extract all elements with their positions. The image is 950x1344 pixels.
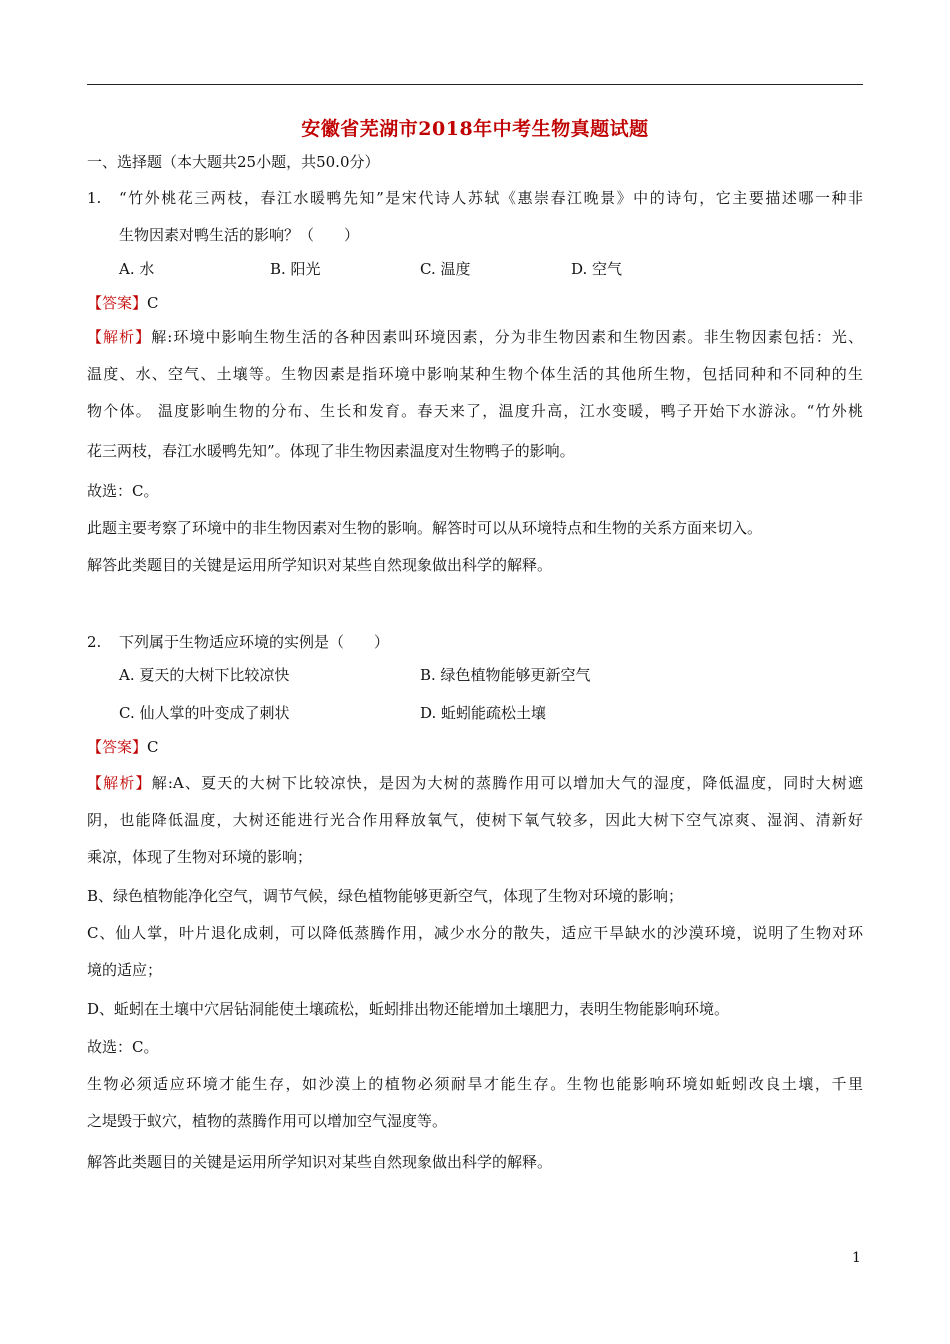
page-title: 安徽省芜湖市2018年中考生物真题试题 [301, 118, 649, 140]
question-2-analysis-line: D、蚯蚓在土壤中穴居钻洞能使土壤疏松，蚯蚓排出物还能增加土壤肥力，表明生物能影响环境。 [87, 1000, 730, 1018]
question-2-analysis-line: 乘凉，体现了生物对环境的影响； [87, 848, 313, 866]
answer-value: C [147, 738, 159, 756]
question-2-option-c: C. 仙人掌的叶变成了刺状 [119, 704, 290, 722]
question-1-analysis-line: 温度、水、空气、土壤等。生物因素是指环境中影响某种生物个体生活的其他所生物，包括同种和不同种的生 [87, 365, 863, 383]
question-2-note: 解答此类题目的关键是运用所学知识对某些自然现象做出科学的解释。 [87, 1153, 553, 1171]
question-2-conclusion: 故选：C。 [87, 1038, 159, 1056]
question-1-stem-line2: 生物因素对鸭生活的影响？（ ） [119, 226, 360, 244]
section-heading: 一、选择题（本大题共25小题，共50.0分） [87, 153, 380, 171]
question-2-note: 生物必须适应环境才能生存，如沙漠上的植物必须耐旱才能生存。生物也能影响环境如蚯蚓改良土壤，千里 [87, 1075, 863, 1093]
question-2-number: 2. [87, 633, 102, 651]
question-1-conclusion: 故选：C。 [87, 482, 159, 500]
question-1-answer [87, 293, 863, 313]
question-2-option-b: B. 绿色植物能够更新空气 [420, 666, 591, 684]
analysis-text: 解:A、夏天的大树下比较凉快，是因为大树的蒸腾作用可以增加大气的湿度，降低温度，同时大树遮 [151, 774, 863, 792]
question-1-note: 此题主要考察了环境中的非生物因素对生物的影响。解答时可以从环境特点和生物的关系方面来切入。 [87, 519, 763, 537]
page-number: 1 [852, 1250, 861, 1266]
question-1-option-c: C. 温度 [420, 260, 471, 278]
question-1-stem [87, 188, 863, 208]
question-1-analysis-line: 花三两枝，春江水暖鸭先知”。体现了非生物因素温度对生物鸭子的影响。 [87, 442, 575, 460]
question-1-option-a: A. 水 [119, 260, 155, 278]
question-1-option-d: D. 空气 [571, 260, 623, 278]
question-1-stem-line1: “竹外桃花三两枝，春江水暖鸭先知”是宋代诗人苏轼《惠崇春江晚景》中的诗句，它主要描述哪一种非 [119, 189, 863, 207]
question-1-analysis-line [87, 327, 863, 347]
question-1-number: 1. [87, 189, 102, 207]
question-1-option-b: B. 阳光 [270, 260, 321, 278]
answer-value: C [147, 294, 159, 312]
question-2-analysis-line [87, 773, 863, 793]
answer-label: 【答案】 [87, 294, 148, 312]
question-2-analysis-line: B、绿色植物能净化空气，调节气候，绿色植物能够更新空气，体现了生物对环境的影响； [87, 887, 684, 905]
question-2-option-a: A. 夏天的大树下比较凉快 [119, 666, 290, 684]
analysis-label: 【解析】 [87, 774, 152, 792]
question-1-note: 解答此类题目的关键是运用所学知识对某些自然现象做出科学的解释。 [87, 556, 553, 574]
analysis-text: 解:环境中影响生物生活的各种因素叫环境因素，分为非生物因素和生物因素。非生物因素包括：光、 [151, 328, 863, 346]
analysis-label: 【解析】 [87, 328, 152, 346]
question-2-note: 之堤毁于蚁穴，植物的蒸腾作用可以增加空气湿度等。 [87, 1112, 448, 1130]
answer-label: 【答案】 [87, 738, 148, 756]
question-1-analysis-line: 物个体。 温度影响生物的分布、生长和发育。春天来了，温度升高，江水变暖，鸭子开始下水游泳。“竹外桃 [87, 402, 863, 420]
question-2-analysis-line: 阴，也能降低温度，大树还能进行光合作用释放氧气，使树下氧气较多，因此大树下空气凉爽、湿润、清新好 [87, 811, 863, 829]
question-2-stem-text: 下列属于生物适应环境的实例是（ ） [119, 633, 390, 651]
question-2-stem [87, 632, 863, 652]
question-2-analysis-line: 境的适应； [87, 961, 163, 979]
header-rule [87, 84, 863, 85]
question-2-answer [87, 737, 863, 757]
question-2-analysis-line: C、仙人掌，叶片退化成刺，可以降低蒸腾作用，减少水分的散失，适应干旱缺水的沙漠环境，说明了生物对环 [87, 924, 863, 942]
question-2-option-d: D. 蚯蚓能疏松土壤 [420, 704, 547, 722]
